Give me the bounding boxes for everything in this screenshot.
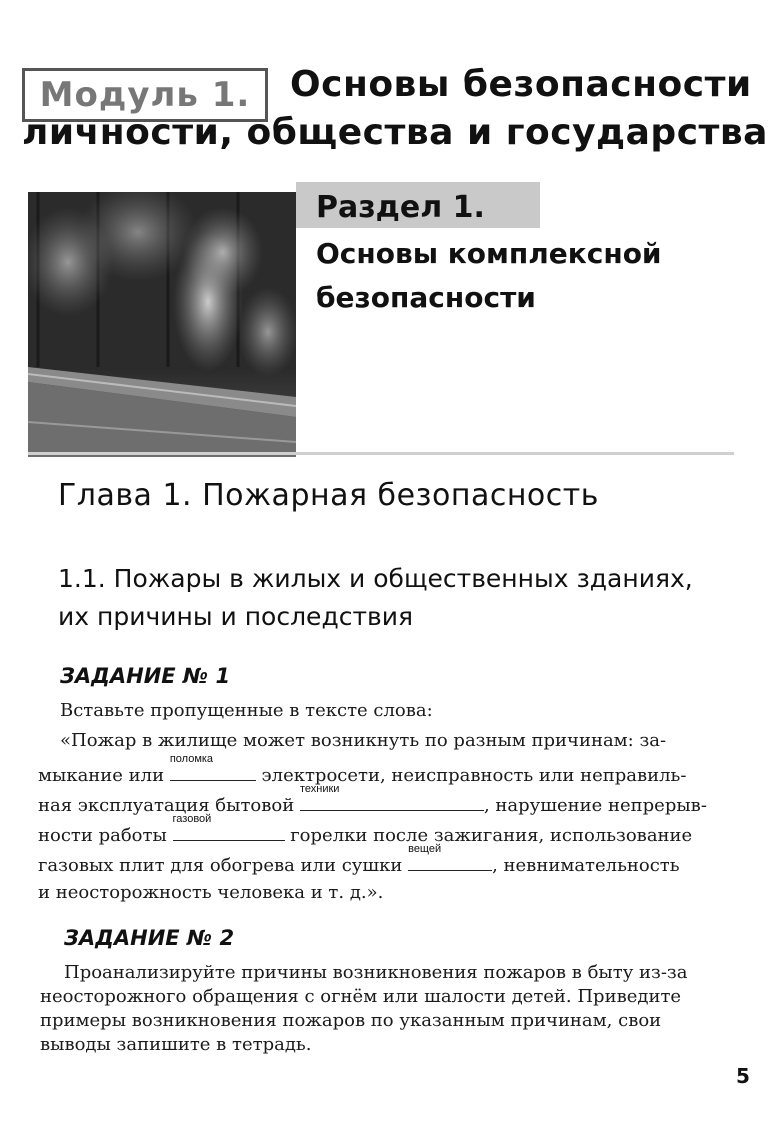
answer-1: поломка (169, 753, 214, 765)
task1-text-line5 (38, 843, 680, 876)
task1-text-line2-start: мыкание или (38, 765, 170, 786)
task1-text-line2 (38, 753, 687, 786)
section-title-line2: безопасности (316, 281, 536, 314)
task1-heading: ЗАДАНИЕ № 1 (60, 664, 231, 688)
answer-blank-3[interactable] (172, 813, 285, 841)
task1-text-line4-end: горелки после зажигания, использование (284, 825, 693, 846)
task2-text-line1: Проанализируйте причины возникновения пожаров в быту из-за (64, 962, 688, 983)
answer-blank-4[interactable] (408, 843, 492, 871)
divider (28, 452, 734, 455)
module-title-line2: личности, общества и государства (22, 112, 768, 153)
subsection-title (58, 560, 758, 636)
task2-text-line4: выводы запишите в тетрадь. (40, 1034, 312, 1055)
task1-text-line5-start: газовых плит для обогрева или сушки (38, 855, 409, 876)
module-title-line1: Основы безопасности (290, 64, 752, 105)
section-label: Раздел 1. (316, 190, 485, 225)
subsection-title-line1: 1.1. Пожары в жилых и общественных зданиях, (58, 564, 693, 593)
section-title (316, 232, 756, 320)
task1-text-line3 (38, 783, 707, 816)
task2-heading: ЗАДАНИЕ № 2 (64, 926, 235, 950)
task1-text-line1: «Пожар в жилище может возникнуть по разным причинам: за- (60, 730, 667, 751)
task1-text-line3-end: , нарушение непрерыв- (483, 795, 707, 816)
page-number: 5 (736, 1064, 750, 1088)
task2-text-line3: примеры возникновения пожаров по указанным причинам, свои (40, 1010, 662, 1031)
answer-blank-1[interactable] (169, 753, 256, 781)
answer-3: газовой (172, 813, 212, 825)
task1-text-line2-end: электросети, неисправность или неправиль- (255, 765, 687, 786)
task1-text-line4-start: ности работы (38, 825, 173, 846)
task1-text-line6: и неосторожность человека и т. д.». (38, 882, 384, 903)
module-label: Модуль 1. (39, 75, 251, 115)
task2-text-line2: неосторожного обращения с огнём или шалости детей. Приведите (40, 986, 682, 1007)
fire-photo (28, 192, 296, 457)
task1-text-line3-start: ная эксплуатация бытовой (38, 795, 300, 816)
subsection-title-line2: их причины и последствия (58, 602, 414, 631)
answer-blank-2[interactable] (299, 783, 484, 811)
answer-4: вещей (408, 843, 442, 855)
task1-text-line4 (38, 813, 693, 846)
task1-instruction: Вставьте пропущенные в тексте слова: (60, 700, 433, 721)
chapter-title: Глава 1. Пожарная безопасность (58, 478, 599, 513)
section-title-line1: Основы комплексной (316, 237, 662, 270)
answer-2: техники (299, 783, 340, 795)
task1-text-line5-end: , невнимательность (492, 855, 680, 876)
